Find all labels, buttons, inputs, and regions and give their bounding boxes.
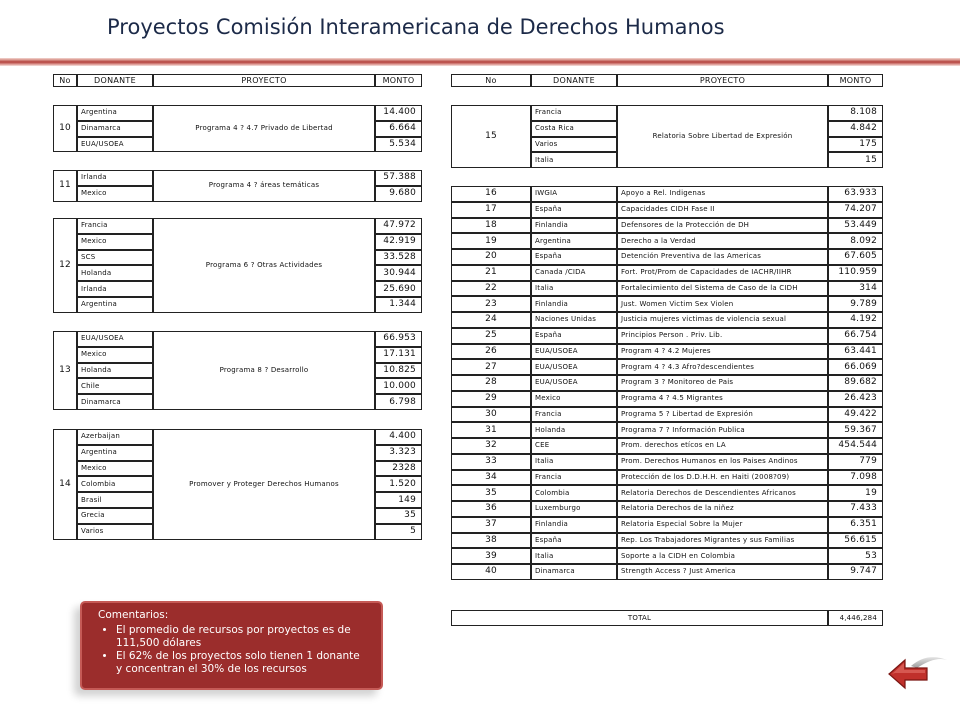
amount-cell: 33.528: [375, 250, 422, 266]
amount-cell: 89.682: [828, 375, 883, 391]
donor-cell: España: [531, 202, 617, 218]
amount-cell: 7.433: [828, 501, 883, 517]
donor-cell: Mexico: [77, 186, 153, 202]
donor-cell: Francia: [531, 105, 617, 121]
project-cell: Apoyo a Rel. Indigenas: [617, 186, 828, 202]
row-number: 19: [451, 233, 531, 249]
amount-cell: 5.534: [375, 137, 422, 153]
donor-cell: Finlandia: [531, 517, 617, 533]
donor-cell: Holanda: [531, 422, 617, 438]
donor-cell: España: [531, 328, 617, 344]
donor-cell: EUA/USOEA: [531, 344, 617, 360]
amount-cell: 110.959: [828, 265, 883, 281]
row-number: 31: [451, 422, 531, 438]
donor-cell: Italia: [531, 152, 617, 168]
project-cell: Relatoria Derechos de la niñez: [617, 501, 828, 517]
donor-cell: Dinamarca: [77, 121, 153, 137]
group-number: 11: [53, 170, 77, 202]
donor-cell: EUA/USOEA: [77, 331, 153, 347]
donor-cell: Varios: [77, 524, 153, 540]
row-number: 27: [451, 359, 531, 375]
amount-cell: 9.789: [828, 296, 883, 312]
amount-cell: 63.933: [828, 186, 883, 202]
row-number: 22: [451, 281, 531, 297]
donor-cell: Brasil: [77, 492, 153, 508]
project-cell: Soporte a la CIDH en Colombia: [617, 548, 828, 564]
donor-cell: España: [531, 533, 617, 549]
project-cell: Fortalecimiento del Sistema de Caso de la CIDH: [617, 281, 828, 297]
amount-cell: 35: [375, 508, 422, 524]
project-cell: Capacidades CIDH Fase II: [617, 202, 828, 218]
amount-cell: 66.953: [375, 331, 422, 347]
amount-cell: 2328: [375, 461, 422, 477]
comments-heading: Comentarios:: [98, 609, 169, 621]
back-arrow-icon: [887, 646, 949, 696]
amount-cell: 7.098: [828, 470, 883, 486]
group-number: 14: [53, 429, 77, 540]
header-donante: DONANTE: [531, 74, 617, 87]
amount-cell: 10.825: [375, 363, 422, 379]
header-no: No: [451, 74, 531, 87]
donor-cell: España: [531, 249, 617, 265]
donor-cell: IWGIA: [531, 186, 617, 202]
amount-cell: 8.108: [828, 105, 883, 121]
row-number: 23: [451, 296, 531, 312]
donor-cell: Finlandia: [531, 296, 617, 312]
donor-cell: Naciones Unidas: [531, 312, 617, 328]
group-project: Programa 6 ? Otras Actividades: [153, 218, 375, 313]
donor-cell: EUA/USOEA: [77, 137, 153, 153]
donor-cell: Mexico: [77, 234, 153, 250]
amount-cell: 6.664: [375, 121, 422, 137]
donor-cell: Francia: [531, 407, 617, 423]
project-cell: Protección de los D.D.H.H. en Haiti (2008?09): [617, 470, 828, 486]
amount-cell: 14.400: [375, 105, 422, 121]
donor-cell: Mexico: [77, 347, 153, 363]
donor-cell: Luxemburgo: [531, 501, 617, 517]
donor-cell: CEE: [531, 438, 617, 454]
amount-cell: 57.388: [375, 170, 422, 186]
donor-cell: Dinamarca: [531, 564, 617, 580]
row-number: 32: [451, 438, 531, 454]
amount-cell: 74.207: [828, 202, 883, 218]
comments-list: [98, 624, 369, 676]
amount-cell: 66.069: [828, 359, 883, 375]
group-project: Programa 4 ? áreas temáticas: [153, 170, 375, 202]
back-button[interactable]: [887, 646, 949, 696]
group-number: 15: [451, 105, 531, 168]
amount-cell: 49.422: [828, 407, 883, 423]
project-cell: Program 4 ? 4.3 Afro?descendientes: [617, 359, 828, 375]
amount-cell: 4.842: [828, 121, 883, 137]
donor-cell: Argentina: [531, 233, 617, 249]
row-number: 28: [451, 375, 531, 391]
group-project: Programa 4 ? 4.7 Privado de Libertad: [153, 105, 375, 152]
project-cell: Derecho a la Verdad: [617, 233, 828, 249]
project-cell: Detención Preventiva de las Americas: [617, 249, 828, 265]
donor-cell: SCS: [77, 250, 153, 266]
group-project: Relatoria Sobre Libertad de Expresión: [617, 105, 828, 168]
project-cell: Relatoria Derechos de Descendientes Africanos: [617, 485, 828, 501]
amount-cell: 454.544: [828, 438, 883, 454]
group-project: Promover y Proteger Derechos Humanos: [153, 429, 375, 540]
amount-cell: 42.919: [375, 234, 422, 250]
row-number: 21: [451, 265, 531, 281]
donor-cell: Colombia: [531, 485, 617, 501]
donor-cell: Argentina: [77, 297, 153, 313]
row-number: 35: [451, 485, 531, 501]
amount-cell: 10.000: [375, 378, 422, 394]
amount-cell: 9.680: [375, 186, 422, 202]
header-monto: MONTO: [828, 74, 883, 87]
project-cell: Fort. Prot/Prom de Capacidades de IACHR/IIHR: [617, 265, 828, 281]
amount-cell: 19: [828, 485, 883, 501]
row-number: 26: [451, 344, 531, 360]
project-cell: Prom. derechos etícos en LA: [617, 438, 828, 454]
amount-cell: 175: [828, 137, 883, 153]
header-donante: DONANTE: [77, 74, 153, 87]
comments-box: [80, 601, 383, 690]
donor-cell: Argentina: [77, 445, 153, 461]
amount-cell: 4.192: [828, 312, 883, 328]
amount-cell: 779: [828, 454, 883, 470]
amount-cell: 47.972: [375, 218, 422, 234]
project-cell: Principios Person . Priv. Lib.: [617, 328, 828, 344]
donor-cell: Mexico: [77, 461, 153, 477]
donor-cell: Colombia: [77, 476, 153, 492]
row-number: 25: [451, 328, 531, 344]
donor-cell: Finlandia: [531, 218, 617, 234]
row-number: 38: [451, 533, 531, 549]
donor-cell: Francia: [531, 470, 617, 486]
donor-cell: Holanda: [77, 363, 153, 379]
amount-cell: 67.605: [828, 249, 883, 265]
project-cell: Just. Women Victim Sex Violen: [617, 296, 828, 312]
group-number: 10: [53, 105, 77, 152]
total-label: TOTAL: [451, 610, 828, 626]
project-cell: Strength Access ? Just America: [617, 564, 828, 580]
project-cell: Relatoria Especial Sobre la Mujer: [617, 517, 828, 533]
row-number: 24: [451, 312, 531, 328]
row-number: 37: [451, 517, 531, 533]
project-cell: Justicia mujeres victimas de violencia sexual: [617, 312, 828, 328]
project-cell: Programa 5 ? Libertad de Expresión: [617, 407, 828, 423]
page-title: Proyectos Comisión Interamericana de Derechos Humanos: [107, 15, 725, 39]
donor-cell: Costa Rica: [531, 121, 617, 137]
donor-cell: Grecia: [77, 508, 153, 524]
donor-cell: Canada /CIDA: [531, 265, 617, 281]
donor-cell: Irlanda: [77, 281, 153, 297]
group-number: 12: [53, 218, 77, 313]
comment-item: • El promedio de recursos por proyectos es de 111,500 dólares: [116, 624, 369, 650]
title-rule: [0, 58, 960, 66]
total-amount: 4,446,284: [828, 610, 883, 626]
donor-cell: Irlanda: [77, 170, 153, 186]
donor-cell: Argentina: [77, 105, 153, 121]
row-number: 29: [451, 391, 531, 407]
project-cell: Rep. Los Trabajadores Migrantes y sus Familias: [617, 533, 828, 549]
amount-cell: 25.690: [375, 281, 422, 297]
header-monto: MONTO: [375, 74, 422, 87]
donor-cell: Francia: [77, 218, 153, 234]
row-number: 20: [451, 249, 531, 265]
row-number: 39: [451, 548, 531, 564]
donor-cell: Chile: [77, 378, 153, 394]
amount-cell: 56.615: [828, 533, 883, 549]
donor-cell: EUA/USOEA: [531, 359, 617, 375]
row-number: 34: [451, 470, 531, 486]
header-no: No: [53, 74, 77, 87]
donor-cell: Dinamarca: [77, 394, 153, 410]
row-number: 36: [451, 501, 531, 517]
amount-cell: 3.323: [375, 445, 422, 461]
donor-cell: Italia: [531, 454, 617, 470]
group-number: 13: [53, 331, 77, 410]
amount-cell: 9.747: [828, 564, 883, 580]
donor-cell: Holanda: [77, 265, 153, 281]
amount-cell: 17.131: [375, 347, 422, 363]
row-number: 40: [451, 564, 531, 580]
amount-cell: 26.423: [828, 391, 883, 407]
donor-cell: Varios: [531, 137, 617, 153]
row-number: 16: [451, 186, 531, 202]
project-cell: Programa 4 ? 4.5 Migrantes: [617, 391, 828, 407]
donor-cell: EUA/USOEA: [531, 375, 617, 391]
amount-cell: 53.449: [828, 218, 883, 234]
project-cell: Program 3 ? Monitoreo de Pais: [617, 375, 828, 391]
row-number: 18: [451, 218, 531, 234]
amount-cell: 314: [828, 281, 883, 297]
amount-cell: 30.944: [375, 265, 422, 281]
project-cell: Prom. Derechos Humanos en los Paises Andinos: [617, 454, 828, 470]
header-proyecto: PROYECTO: [617, 74, 828, 87]
amount-cell: 149: [375, 492, 422, 508]
amount-cell: 1.520: [375, 476, 422, 492]
row-number: 30: [451, 407, 531, 423]
amount-cell: 4.400: [375, 429, 422, 445]
amount-cell: 5: [375, 524, 422, 540]
project-cell: Defensores de la Protección de DH: [617, 218, 828, 234]
group-project: Programa 8 ? Desarrollo: [153, 331, 375, 410]
amount-cell: 66.754: [828, 328, 883, 344]
comment-item: • El 62% de los proyectos solo tienen 1 donante y concentran el 30% de los recursos: [116, 650, 369, 676]
row-number: 17: [451, 202, 531, 218]
amount-cell: 53: [828, 548, 883, 564]
amount-cell: 6.798: [375, 394, 422, 410]
donor-cell: Mexico: [531, 391, 617, 407]
donor-cell: Azerbaijan: [77, 429, 153, 445]
amount-cell: 1.344: [375, 297, 422, 313]
donor-cell: Italia: [531, 281, 617, 297]
header-proyecto: PROYECTO: [153, 74, 375, 87]
amount-cell: 63.441: [828, 344, 883, 360]
amount-cell: 59.367: [828, 422, 883, 438]
donor-cell: Italia: [531, 548, 617, 564]
row-number: 33: [451, 454, 531, 470]
amount-cell: 8.092: [828, 233, 883, 249]
project-cell: Programa 7 ? Información Publica: [617, 422, 828, 438]
amount-cell: 6.351: [828, 517, 883, 533]
project-cell: Program 4 ? 4.2 Mujeres: [617, 344, 828, 360]
amount-cell: 15: [828, 152, 883, 168]
